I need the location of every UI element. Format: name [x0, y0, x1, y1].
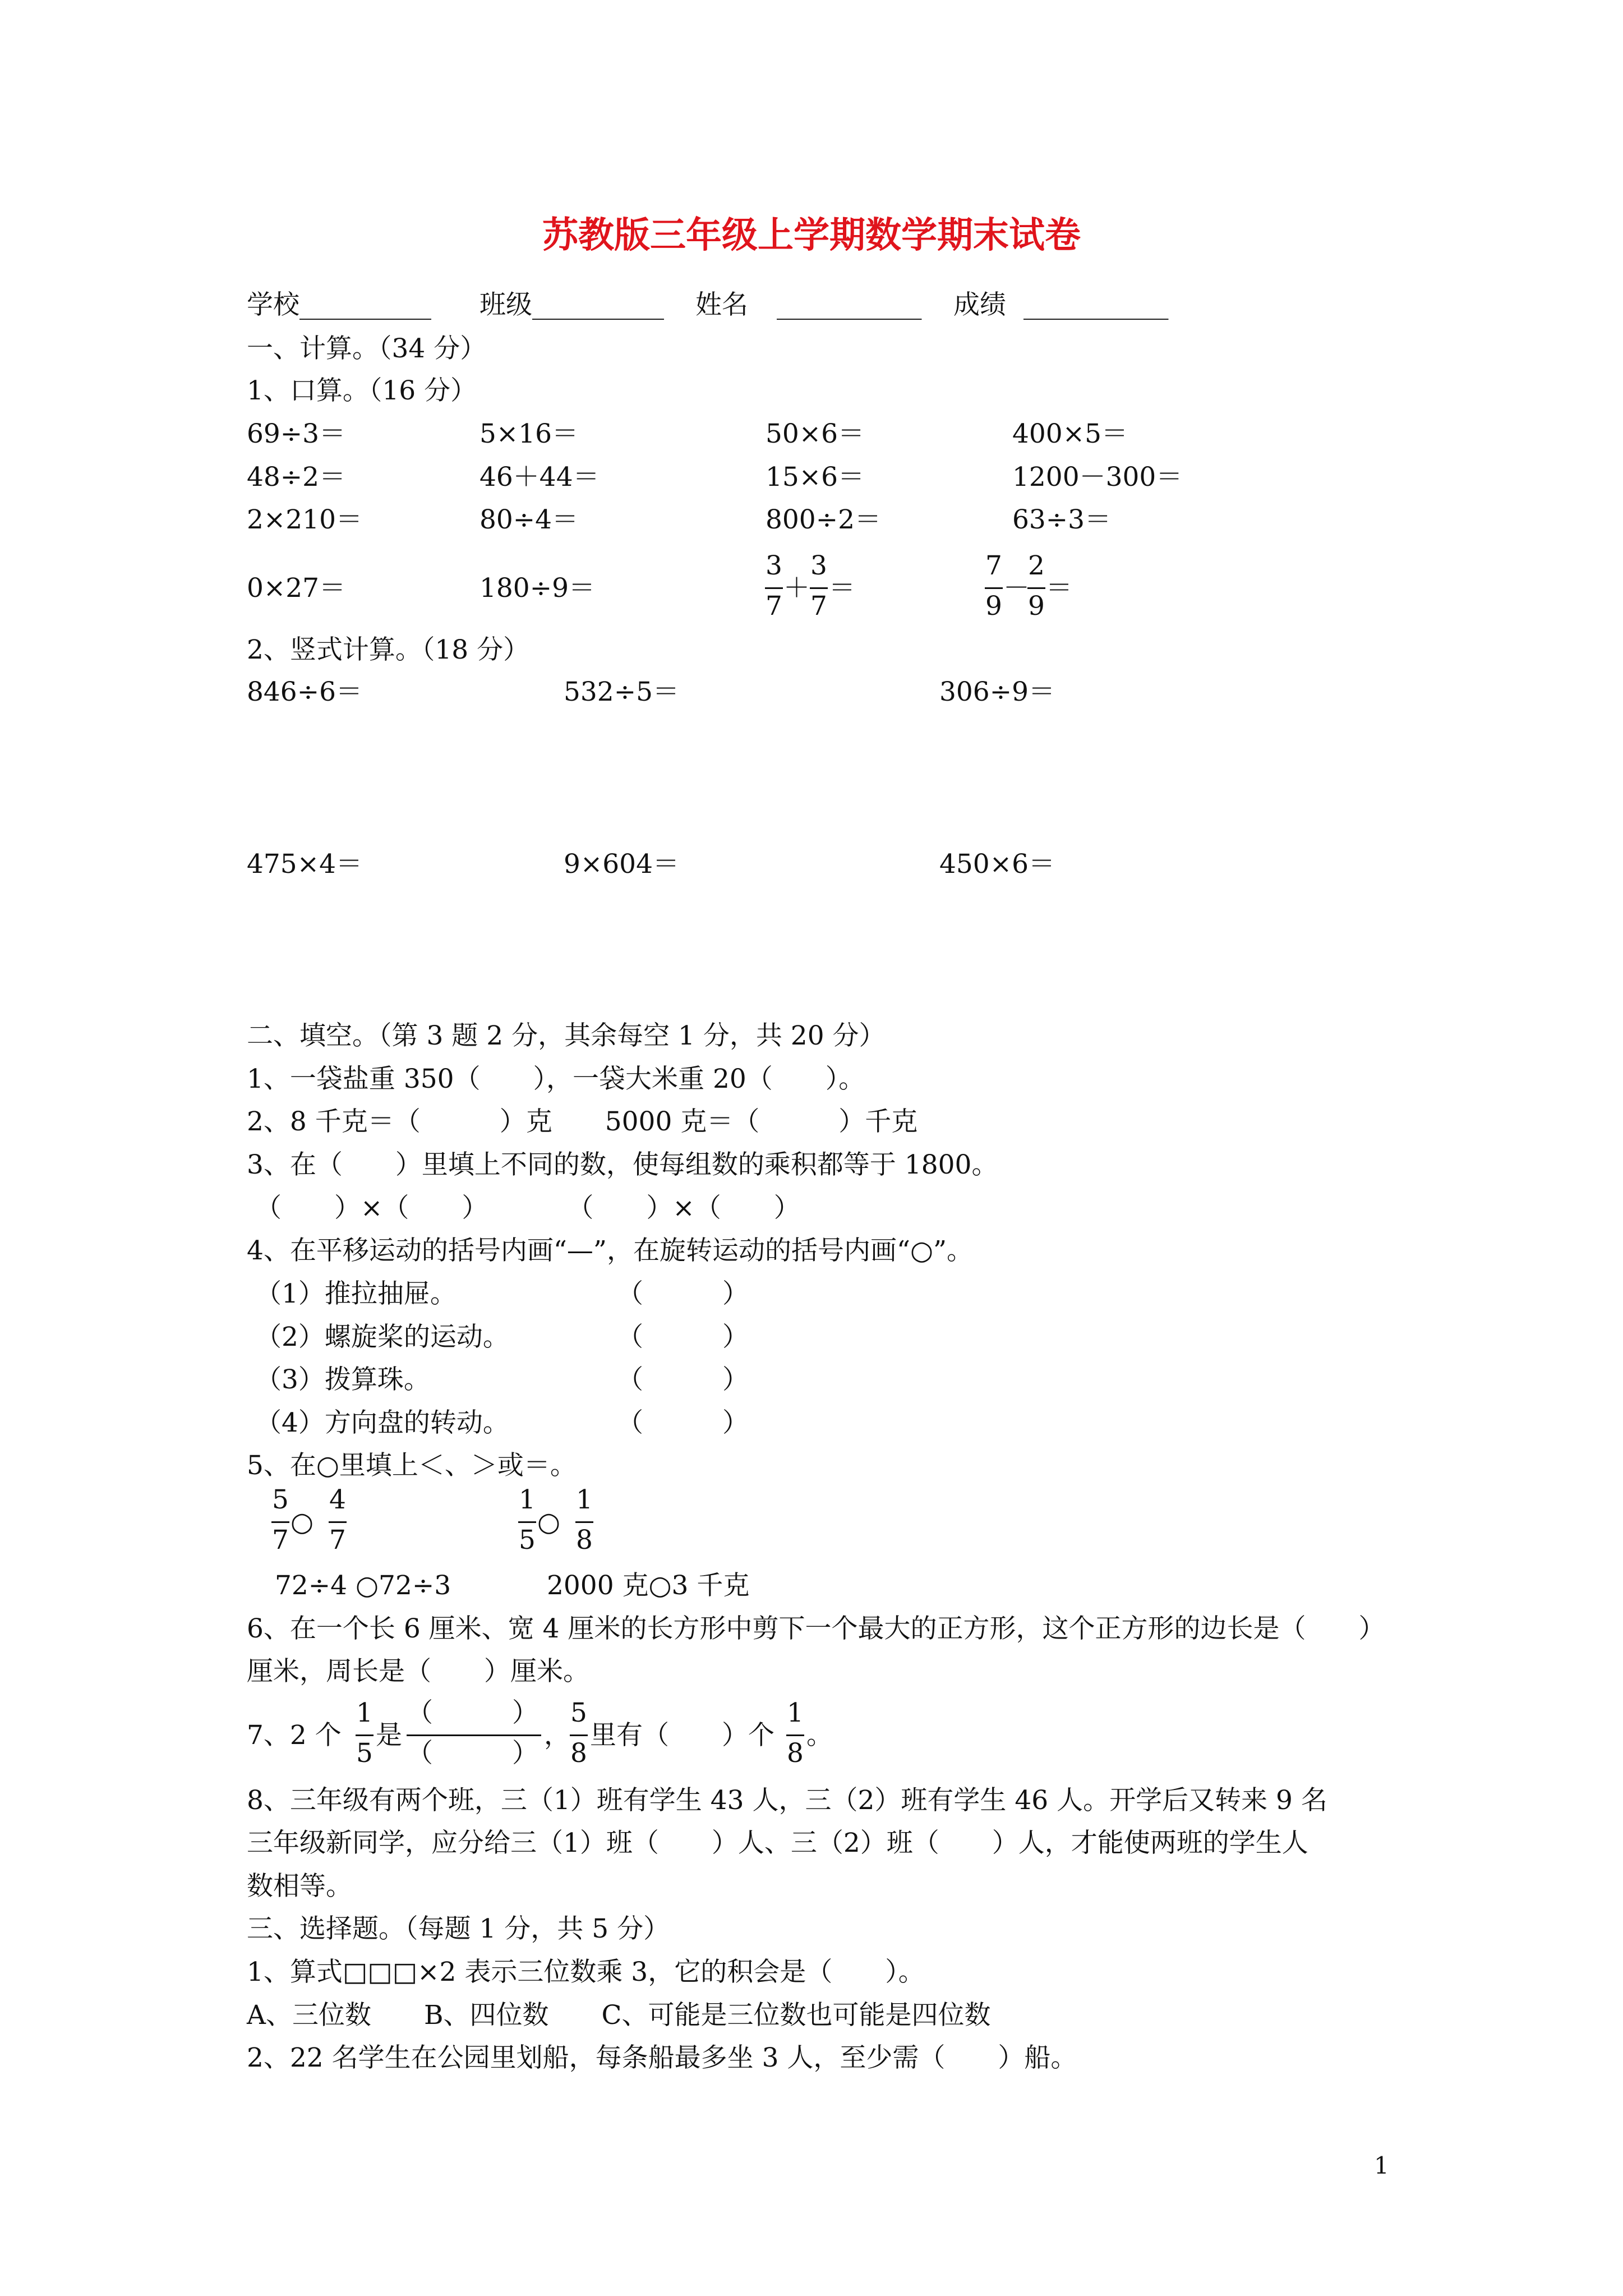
vertical-calc-item: 450×6＝: [939, 849, 1055, 880]
section1-sub1: 1、口算。（16 分）: [247, 375, 477, 406]
oral-calc-item: 48÷2＝: [247, 462, 346, 493]
oral-calc-item: 63÷3＝: [1012, 504, 1112, 535]
oral-calc-item: 69÷3＝: [247, 418, 346, 449]
oral-calc-item: 46＋44＝: [479, 462, 600, 493]
q4-blank: （ ）: [617, 1407, 749, 1438]
equals-sign: ＝: [1046, 573, 1072, 604]
choice-question-1-options: A、三位数 B、四位数 C、可能是三位数也可能是四位数: [247, 2000, 991, 2031]
score-label: 成绩: [953, 289, 1006, 320]
vertical-calc-item: 475×4＝: [247, 849, 362, 880]
compare-circle: ○: [291, 1507, 314, 1538]
q4-item: （2）螺旋桨的运动。: [255, 1322, 509, 1352]
score-blank: ___________: [1023, 289, 1169, 320]
q7-middle-text: 里有（ ）个: [590, 1720, 774, 1751]
choice-question-1: 1、算式□□□×2 表示三位数乘 3，它的积会是（ ）。: [247, 1957, 925, 1987]
fill-question-6: 6、在一个长 6 厘米、宽 4 厘米的长方形中剪下一个最大的正方形，这个正方形的边长是（ ）: [247, 1613, 1385, 1644]
q4-item: （1）推拉抽屉。: [255, 1278, 457, 1309]
q4-item: （3）拨算珠。: [255, 1364, 430, 1395]
choice-question-2: 2、22 名学生在公园里划船，每条船最多坐 3 人，至少需（ ）船。: [247, 2042, 1077, 2073]
compare-circle: ○: [537, 1507, 561, 1538]
vertical-calc-item: 532÷5＝: [564, 677, 679, 707]
equals-sign: ＝: [829, 573, 855, 604]
compare-item: 72÷4 ○72÷3: [275, 1570, 451, 1601]
vertical-calc-item: 306÷9＝: [939, 677, 1055, 707]
fill-question-8-cont: 数相等。: [247, 1871, 352, 1902]
q4-blank: （ ）: [617, 1278, 749, 1309]
fill-question-3: 3、在（ ）里填上不同的数，使每组数的乘积都等于 1800。: [247, 1149, 998, 1180]
compare-item: 2000 克○3 千克: [547, 1570, 750, 1601]
section1-sub2: 2、竖式计算。（18 分）: [247, 634, 530, 665]
q7-comma: ，: [544, 1720, 570, 1751]
oral-calc-item: 400×5＝: [1012, 418, 1128, 449]
section1-heading: 一、计算。（34 分）: [247, 333, 487, 364]
q4-blank: （ ）: [617, 1322, 749, 1352]
oral-calc-item: 800÷2＝: [766, 504, 881, 535]
q7-end: 。: [806, 1720, 833, 1751]
name-label: 姓名: [695, 289, 748, 320]
oral-calc-item: 80÷4＝: [479, 504, 579, 535]
fill-question-2: 2、8 千克＝（ ）克 5000 克＝（ ）千克: [247, 1106, 918, 1137]
fill-question-5: 5、在○里填上＜、＞或＝。: [247, 1450, 577, 1481]
fill-question-3-blanks: （ ）×（ ） （ ）×（ ）: [255, 1193, 800, 1223]
q7-numerator-blank: （ ）: [407, 1697, 538, 1728]
section3-heading: 三、选择题。（每题 1 分，共 5 分）: [247, 1913, 670, 1944]
fill-question-1: 1、一袋盐重 350（ ），一袋大米重 20（ ）。: [247, 1064, 865, 1094]
plus-sign: ＋: [783, 573, 810, 604]
vertical-calc-item: 846÷6＝: [247, 677, 362, 707]
oral-calc-item: 180÷9＝: [479, 573, 595, 604]
oral-calc-item: 1200－300＝: [1012, 462, 1183, 493]
q7-fraction-bar: [407, 1734, 541, 1736]
school-field: 学校__________: [247, 289, 431, 320]
fill-question-8: 8、三年级有两个班，三（1）班有学生 43 人，三（2）班有学生 46 人。开学后又转来 9 名: [247, 1785, 1327, 1816]
oral-calc-item: 5×16＝: [479, 418, 579, 449]
oral-calc-item: 0×27＝: [247, 573, 346, 604]
page-title: 苏教版三年级上学期数学期末试卷: [542, 214, 1081, 256]
oral-calc-item: 2×210＝: [247, 504, 362, 535]
fill-question-4: 4、在平移运动的括号内画“—”，在旋转运动的括号内画“○”。: [247, 1235, 974, 1266]
q4-item: （4）方向盘的转动。: [255, 1407, 509, 1438]
vertical-calc-item: 9×604＝: [564, 849, 679, 880]
page-number: 1: [1374, 2152, 1389, 2179]
oral-calc-item: 15×6＝: [766, 462, 865, 493]
q4-blank: （ ）: [617, 1364, 749, 1395]
class-field: 班级__________: [479, 289, 664, 320]
fill-question-7-prefix: 7、2 个: [247, 1720, 342, 1751]
oral-calc-item: 50×6＝: [766, 418, 865, 449]
fill-question-6-cont: 厘米，周长是（ ）厘米。: [247, 1656, 589, 1687]
fill-question-7-is: 是: [376, 1720, 402, 1751]
fill-question-8-cont: 三年级新同学，应分给三（1）班（ ）人、三（2）班（ ）人，才能使两班的学生人: [247, 1828, 1308, 1858]
section2-heading: 二、填空。（第 3 题 2 分，其余每空 1 分，共 20 分）: [247, 1020, 886, 1051]
name-blank: ___________: [777, 289, 922, 320]
q7-denominator-blank: （ ）: [407, 1738, 538, 1769]
minus-sign: －: [1003, 573, 1030, 604]
